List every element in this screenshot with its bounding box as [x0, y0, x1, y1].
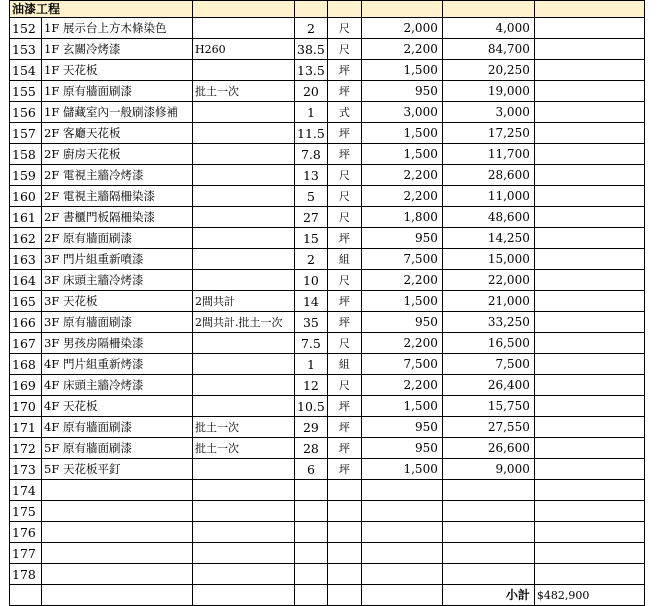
unit-cell[interactable]: 坪 [327, 60, 361, 81]
unit-price-cell[interactable] [361, 522, 442, 543]
extra-cell[interactable] [534, 501, 644, 522]
unit-price-cell[interactable]: 1,800 [361, 207, 442, 228]
quantity-cell[interactable]: 20 [295, 81, 328, 102]
item-note-cell[interactable] [193, 123, 295, 144]
item-note-cell[interactable]: 批土一次 [193, 81, 295, 102]
unit-cell[interactable]: 尺 [327, 186, 361, 207]
amount-cell[interactable]: 20,250 [442, 60, 534, 81]
item-note-cell[interactable] [193, 564, 295, 585]
table-row [10, 270, 645, 291]
item-description-cell[interactable] [42, 564, 193, 585]
amount-cell[interactable]: 21,000 [442, 291, 534, 312]
item-number-cell[interactable]: 163 [10, 249, 42, 270]
table-row [10, 39, 645, 60]
amount-cell[interactable]: 22,000 [442, 270, 534, 291]
quantity-cell[interactable] [295, 480, 328, 501]
table-row [10, 186, 645, 207]
item-description-cell[interactable]: 2F 廚房天花板 [42, 144, 193, 165]
section-title[interactable]: 油漆工程 [10, 1, 193, 18]
item-number-cell[interactable]: 171 [10, 417, 42, 438]
amount-cell[interactable]: 17,250 [442, 123, 534, 144]
extra-cell[interactable] [534, 165, 644, 186]
amount-cell[interactable]: 11,000 [442, 186, 534, 207]
item-description-cell[interactable]: 1F 天花板 [42, 60, 193, 81]
item-number-cell[interactable]: 159 [10, 165, 42, 186]
item-description-cell[interactable]: 1F 儲藏室內一般刷漆修補 [42, 102, 193, 123]
unit-price-cell[interactable]: 2,200 [361, 375, 442, 396]
item-note-cell[interactable]: 批土一次 [193, 417, 295, 438]
subtotal-empty-cell[interactable] [10, 585, 42, 606]
amount-cell[interactable]: 27,550 [442, 417, 534, 438]
subtotal-empty-cell[interactable] [42, 585, 193, 606]
quantity-cell[interactable]: 13 [295, 165, 328, 186]
header-cell[interactable] [193, 1, 295, 18]
extra-cell[interactable] [534, 207, 644, 228]
quantity-cell[interactable]: 6 [295, 459, 328, 480]
item-note-cell[interactable] [193, 102, 295, 123]
header-cell[interactable] [534, 1, 644, 18]
quantity-cell[interactable]: 28 [295, 438, 328, 459]
amount-cell[interactable]: 16,500 [442, 333, 534, 354]
item-number-cell[interactable]: 172 [10, 438, 42, 459]
unit-price-cell[interactable] [361, 543, 442, 564]
item-description-cell[interactable]: 4F 門片組重新烤漆 [42, 354, 193, 375]
amount-cell[interactable] [442, 564, 534, 585]
unit-price-cell[interactable]: 2,200 [361, 39, 442, 60]
extra-cell[interactable] [534, 522, 644, 543]
unit-price-cell[interactable]: 2,200 [361, 333, 442, 354]
item-description-cell[interactable]: 3F 天花板 [42, 291, 193, 312]
extra-cell[interactable] [534, 39, 644, 60]
quantity-cell[interactable]: 13.5 [295, 60, 328, 81]
item-number-cell[interactable]: 173 [10, 459, 42, 480]
table-row [10, 228, 645, 249]
table-row [10, 354, 645, 375]
item-note-cell[interactable] [193, 396, 295, 417]
item-number-cell[interactable]: 167 [10, 333, 42, 354]
item-note-cell[interactable] [193, 480, 295, 501]
extra-cell[interactable] [534, 18, 644, 39]
item-number-cell[interactable]: 162 [10, 228, 42, 249]
item-note-cell[interactable] [193, 18, 295, 39]
quantity-cell[interactable]: 12 [295, 375, 328, 396]
quantity-cell[interactable]: 10 [295, 270, 328, 291]
item-description-cell[interactable]: 1F 展示台上方木條染色 [42, 18, 193, 39]
table-row [10, 144, 645, 165]
extra-cell[interactable] [534, 396, 644, 417]
unit-price-cell[interactable]: 950 [361, 438, 442, 459]
extra-cell[interactable] [534, 270, 644, 291]
table-row [10, 459, 645, 480]
item-number-cell[interactable]: 161 [10, 207, 42, 228]
amount-cell[interactable]: 84,700 [442, 39, 534, 60]
quantity-cell[interactable]: 7.8 [295, 144, 328, 165]
extra-cell[interactable] [534, 417, 644, 438]
item-note-cell[interactable]: H260 [193, 39, 295, 60]
table-row [10, 102, 645, 123]
unit-cell[interactable] [327, 522, 361, 543]
unit-price-cell[interactable]: 1,500 [361, 396, 442, 417]
item-description-cell[interactable] [42, 501, 193, 522]
table-row [10, 396, 645, 417]
unit-price-cell[interactable]: 2,200 [361, 186, 442, 207]
table-row [10, 123, 645, 144]
quantity-cell[interactable]: 11.5 [295, 123, 328, 144]
item-description-cell[interactable]: 5F 天花板平釘 [42, 459, 193, 480]
amount-cell[interactable]: 11,700 [442, 144, 534, 165]
item-number-cell[interactable]: 176 [10, 522, 42, 543]
item-number-cell[interactable]: 178 [10, 564, 42, 585]
table-row [10, 291, 645, 312]
unit-cell[interactable]: 尺 [327, 375, 361, 396]
item-note-cell[interactable] [193, 522, 295, 543]
unit-price-cell[interactable]: 1,500 [361, 291, 442, 312]
item-description-cell[interactable]: 1F 玄關冷烤漆 [42, 39, 193, 60]
unit-price-cell[interactable] [361, 501, 442, 522]
item-note-cell[interactable] [193, 60, 295, 81]
extra-cell[interactable] [534, 459, 644, 480]
table-row [10, 501, 645, 522]
amount-cell[interactable]: 3,000 [442, 102, 534, 123]
item-note-cell[interactable] [193, 144, 295, 165]
unit-price-cell[interactable] [361, 480, 442, 501]
unit-cell[interactable]: 坪 [327, 291, 361, 312]
item-number-cell[interactable]: 160 [10, 186, 42, 207]
quantity-cell[interactable]: 38.5 [295, 39, 328, 60]
item-number-cell[interactable]: 155 [10, 81, 42, 102]
item-description-cell[interactable]: 3F 男孩房隔柵染漆 [42, 333, 193, 354]
item-number-cell[interactable]: 152 [10, 18, 42, 39]
amount-cell[interactable]: 14,250 [442, 228, 534, 249]
extra-cell[interactable] [534, 186, 644, 207]
header-cell[interactable] [442, 1, 534, 18]
unit-cell[interactable] [327, 564, 361, 585]
item-note-cell[interactable] [193, 333, 295, 354]
item-description-cell[interactable]: 2F 客廳天花板 [42, 123, 193, 144]
unit-cell[interactable]: 尺 [327, 39, 361, 60]
extra-cell[interactable] [534, 543, 644, 564]
unit-price-cell[interactable]: 7,500 [361, 249, 442, 270]
amount-cell[interactable] [442, 501, 534, 522]
item-note-cell[interactable] [193, 501, 295, 522]
item-number-cell[interactable]: 170 [10, 396, 42, 417]
quantity-cell[interactable]: 29 [295, 417, 328, 438]
subtotal-label[interactable]: 小計 [442, 585, 534, 606]
table-row [10, 522, 645, 543]
unit-price-cell[interactable]: 950 [361, 417, 442, 438]
item-note-cell[interactable] [193, 459, 295, 480]
extra-cell[interactable] [534, 312, 644, 333]
unit-cell[interactable]: 尺 [327, 207, 361, 228]
extra-cell[interactable] [534, 291, 644, 312]
item-description-cell[interactable]: 4F 床頭主牆冷烤漆 [42, 375, 193, 396]
amount-cell[interactable]: 28,600 [442, 165, 534, 186]
unit-price-cell[interactable] [361, 564, 442, 585]
item-number-cell[interactable]: 154 [10, 60, 42, 81]
table-row [10, 312, 645, 333]
table-row [10, 480, 645, 501]
item-note-cell[interactable] [193, 228, 295, 249]
unit-cell[interactable] [327, 480, 361, 501]
subtotal-value[interactable]: $482,900 [534, 585, 644, 606]
header-cell[interactable] [361, 1, 442, 18]
unit-cell[interactable]: 坪 [327, 81, 361, 102]
extra-cell[interactable] [534, 60, 644, 81]
unit-price-cell[interactable]: 1,500 [361, 123, 442, 144]
extra-cell[interactable] [534, 375, 644, 396]
extra-cell[interactable] [534, 564, 644, 585]
item-note-cell[interactable] [193, 207, 295, 228]
extra-cell[interactable] [534, 228, 644, 249]
amount-cell[interactable] [442, 480, 534, 501]
unit-cell[interactable]: 尺 [327, 270, 361, 291]
unit-price-cell[interactable]: 3,000 [361, 102, 442, 123]
quantity-cell[interactable]: 1 [295, 102, 328, 123]
amount-cell[interactable]: 7,500 [442, 354, 534, 375]
item-description-cell[interactable]: 4F 天花板 [42, 396, 193, 417]
item-number-cell[interactable]: 169 [10, 375, 42, 396]
unit-price-cell[interactable]: 950 [361, 312, 442, 333]
unit-cell[interactable]: 坪 [327, 144, 361, 165]
unit-cell[interactable]: 坪 [327, 417, 361, 438]
item-number-cell[interactable]: 165 [10, 291, 42, 312]
unit-cell[interactable]: 式 [327, 102, 361, 123]
unit-price-cell[interactable]: 1,500 [361, 459, 442, 480]
unit-cell[interactable]: 尺 [327, 333, 361, 354]
item-note-cell[interactable] [193, 543, 295, 564]
item-note-cell[interactable] [193, 354, 295, 375]
unit-cell[interactable]: 組 [327, 354, 361, 375]
extra-cell[interactable] [534, 354, 644, 375]
unit-cell[interactable]: 坪 [327, 396, 361, 417]
item-number-cell[interactable]: 153 [10, 39, 42, 60]
item-note-cell[interactable]: 批土一次 [193, 438, 295, 459]
item-number-cell[interactable]: 166 [10, 312, 42, 333]
unit-price-cell[interactable]: 2,200 [361, 165, 442, 186]
quantity-cell[interactable] [295, 564, 328, 585]
item-description-cell[interactable]: 3F 原有牆面刷漆 [42, 312, 193, 333]
section-header-row [10, 1, 645, 18]
item-note-cell[interactable] [193, 249, 295, 270]
quantity-cell[interactable]: 15 [295, 228, 328, 249]
unit-cell[interactable]: 組 [327, 249, 361, 270]
item-number-cell[interactable]: 157 [10, 123, 42, 144]
unit-price-cell[interactable]: 1,500 [361, 60, 442, 81]
item-description-cell[interactable]: 2F 電視主牆隔柵染漆 [42, 186, 193, 207]
unit-cell[interactable]: 坪 [327, 312, 361, 333]
amount-cell[interactable]: 15,000 [442, 249, 534, 270]
amount-cell[interactable] [442, 522, 534, 543]
item-description-cell[interactable]: 2F 原有牆面刷漆 [42, 228, 193, 249]
extra-cell[interactable] [534, 123, 644, 144]
table-row [10, 438, 645, 459]
unit-price-cell[interactable]: 950 [361, 81, 442, 102]
quantity-cell[interactable]: 5 [295, 186, 328, 207]
subtotal-empty-cell[interactable] [361, 585, 442, 606]
table-row [10, 60, 645, 81]
item-number-cell[interactable]: 175 [10, 501, 42, 522]
item-description-cell[interactable] [42, 480, 193, 501]
amount-cell[interactable]: 4,000 [442, 18, 534, 39]
extra-cell[interactable] [534, 438, 644, 459]
item-number-cell[interactable]: 164 [10, 270, 42, 291]
extra-cell[interactable] [534, 144, 644, 165]
amount-cell[interactable]: 33,250 [442, 312, 534, 333]
unit-cell[interactable]: 坪 [327, 438, 361, 459]
subtotal-empty-cell[interactable] [295, 585, 328, 606]
table-row [10, 564, 645, 585]
table-row [10, 543, 645, 564]
unit-cell[interactable] [327, 501, 361, 522]
item-description-cell[interactable] [42, 543, 193, 564]
unit-cell[interactable]: 坪 [327, 123, 361, 144]
table-row [10, 165, 645, 186]
quantity-cell[interactable]: 10.5 [295, 396, 328, 417]
amount-cell[interactable] [442, 543, 534, 564]
quantity-cell[interactable] [295, 501, 328, 522]
item-description-cell[interactable]: 3F 床頭主牆冷烤漆 [42, 270, 193, 291]
amount-cell[interactable]: 26,600 [442, 438, 534, 459]
unit-cell[interactable]: 坪 [327, 228, 361, 249]
unit-cell[interactable]: 尺 [327, 165, 361, 186]
amount-cell[interactable]: 48,600 [442, 207, 534, 228]
unit-price-cell[interactable]: 2,000 [361, 18, 442, 39]
item-number-cell[interactable]: 174 [10, 480, 42, 501]
quantity-cell[interactable]: 7.5 [295, 333, 328, 354]
item-description-cell[interactable] [42, 522, 193, 543]
table-row [10, 375, 645, 396]
item-note-cell[interactable]: 2間共計 [193, 291, 295, 312]
quantity-cell[interactable]: 2 [295, 18, 328, 39]
item-note-cell[interactable] [193, 186, 295, 207]
unit-cell[interactable]: 尺 [327, 18, 361, 39]
item-note-cell[interactable] [193, 165, 295, 186]
table-row [10, 18, 645, 39]
unit-price-cell[interactable]: 950 [361, 228, 442, 249]
item-note-cell[interactable] [193, 270, 295, 291]
item-number-cell[interactable]: 177 [10, 543, 42, 564]
extra-cell[interactable] [534, 249, 644, 270]
amount-cell[interactable]: 26,400 [442, 375, 534, 396]
unit-cell[interactable]: 坪 [327, 459, 361, 480]
table-row [10, 333, 645, 354]
item-description-cell[interactable]: 3F 門片組重新噴漆 [42, 249, 193, 270]
quantity-cell[interactable] [295, 543, 328, 564]
item-description-cell[interactable]: 2F 書櫃門板隔柵染漆 [42, 207, 193, 228]
table-row [10, 81, 645, 102]
unit-price-cell[interactable]: 1,500 [361, 144, 442, 165]
header-cell[interactable] [295, 1, 328, 18]
item-description-cell[interactable]: 2F 電視主牆冷烤漆 [42, 165, 193, 186]
extra-cell[interactable] [534, 102, 644, 123]
header-cell[interactable] [327, 1, 361, 18]
quantity-cell[interactable]: 2 [295, 249, 328, 270]
item-number-cell[interactable]: 158 [10, 144, 42, 165]
amount-cell[interactable]: 15,750 [442, 396, 534, 417]
item-description-cell[interactable]: 1F 原有牆面刷漆 [42, 81, 193, 102]
extra-cell[interactable] [534, 480, 644, 501]
quantity-cell[interactable]: 1 [295, 354, 328, 375]
subtotal-empty-cell[interactable] [193, 585, 295, 606]
quantity-cell[interactable]: 14 [295, 291, 328, 312]
extra-cell[interactable] [534, 333, 644, 354]
table-row [10, 417, 645, 438]
quantity-cell[interactable] [295, 522, 328, 543]
unit-price-cell[interactable]: 2,200 [361, 270, 442, 291]
item-note-cell[interactable]: 2間共計.批土一次 [193, 312, 295, 333]
subtotal-empty-cell[interactable] [327, 585, 361, 606]
amount-cell[interactable]: 19,000 [442, 81, 534, 102]
item-description-cell[interactable]: 4F 原有牆面刷漆 [42, 417, 193, 438]
unit-cell[interactable] [327, 543, 361, 564]
quantity-cell[interactable]: 27 [295, 207, 328, 228]
item-description-cell[interactable]: 5F 原有牆面刷漆 [42, 438, 193, 459]
extra-cell[interactable] [534, 81, 644, 102]
item-note-cell[interactable] [193, 375, 295, 396]
table-row [10, 249, 645, 270]
quotation-table [9, 0, 645, 606]
subtotal-row [10, 585, 645, 606]
unit-price-cell[interactable]: 7,500 [361, 354, 442, 375]
item-number-cell[interactable]: 156 [10, 102, 42, 123]
item-number-cell[interactable]: 168 [10, 354, 42, 375]
amount-cell[interactable]: 9,000 [442, 459, 534, 480]
table-row [10, 207, 645, 228]
quantity-cell[interactable]: 35 [295, 312, 328, 333]
